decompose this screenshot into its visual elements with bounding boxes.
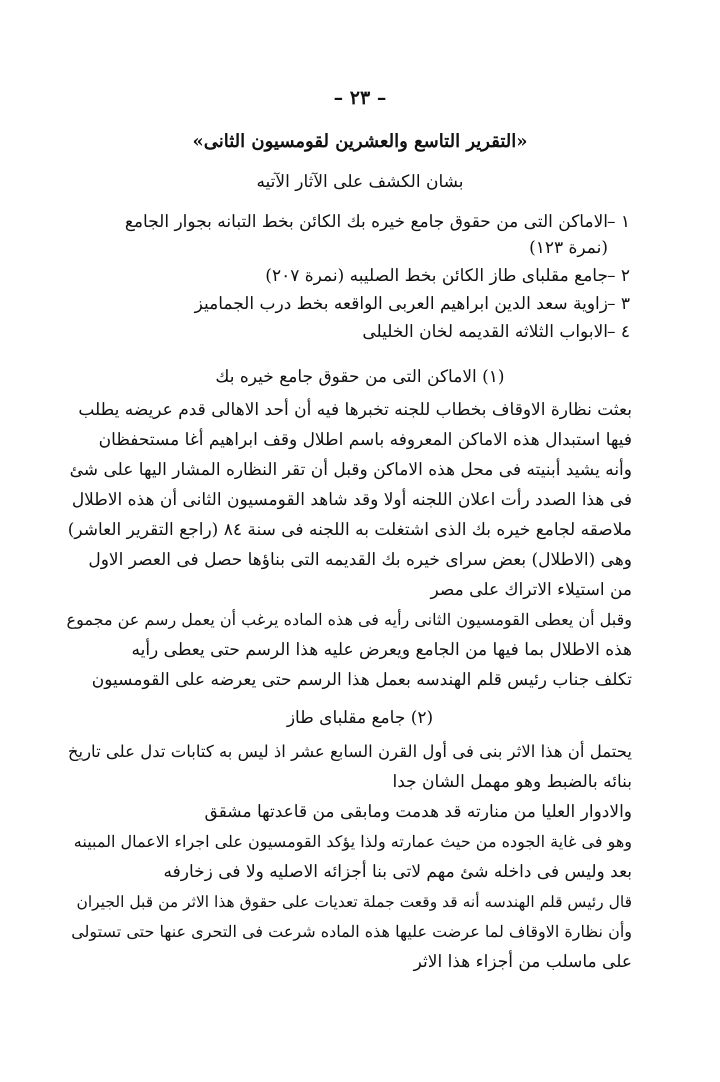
paragraph-line: والادوار العليا من منارته قد هدمت ومابقى من قاعدتها مشقق [204, 802, 632, 822]
paragraph-line: وهو فى غاية الجوده من حيث عمارته ولذا يؤكد القومسيون على اجراء الاعمال المبينه [73, 832, 632, 851]
toc-item-text: جامع مقلباى طاز الكائن بخط الصليبه (نمرة ٢٠٧) [265, 266, 608, 286]
toc-item [124, 210, 630, 234]
paragraph-line: بعد وليس فى داخله شئ مهم لاتى بنا أجزائه الاصليه ولا فى زخارفه [163, 862, 632, 882]
paragraph-line: هذه الاطلال بما فيها من الجامع ويعرض عليه هذا الرسم حتى يعطى رأيه [131, 640, 632, 660]
toc-item-number: ٤ – [606, 322, 630, 342]
paragraph-line: بعثت نظارة الاوقاف بخطاب للجنه تخبرها فيه أن أحد الاهالى قدم عريضه يطلب [78, 400, 632, 420]
toc-item-text: الاماكن التى من حقوق جامع خيره بك الكائن بخط التبانه بجوار الجامع [124, 212, 608, 232]
paragraph-line: فيها استبدال هذه الاماكن المعروفه باسم اطلال وقف ابراهيم أغا مستحفظان [98, 430, 632, 450]
toc-item-number: ٢ – [606, 266, 630, 286]
paragraph-line: وأن نظارة الاوقاف لما عرضت عليها هذه الماده شرعت فى التحرى عنها حتى تستولى [71, 922, 632, 941]
paragraph-line: وأنه يشيد أبنيته فى محل هذه الاماكن وقبل أن تقر النظاره المشار اليها على شئ [69, 460, 632, 480]
paragraph-line: وقبل أن يعطى القومسيون الثانى رأيه فى هذه الماده يرغب أن يعمل رسم عن مجموع [66, 610, 632, 629]
toc-item-text: زاوية سعد الدين ابراهيم العربى الواقعه بخط درب الجماميز [194, 294, 608, 314]
paragraph-line: قال رئيس قلم الهندسه أنه قد وقعت جملة تعديات على حقوق هذا الاثر من قبل الجيران [76, 893, 632, 911]
paragraph-line: فى هذا الصدد رأت اعلان اللجنه أولا وقد شاهد القومسيون الثانى أن هذه الاطلال [71, 490, 632, 510]
toc-item-number: ٣ – [606, 294, 630, 314]
toc-item [265, 264, 630, 288]
paragraph-line: يحتمل أن هذا الاثر بنى فى أول القرن السابع عشر اذ ليس به كتابات تدل على تاريخ [67, 742, 632, 761]
paragraph-line: وهى (الاطلال) بعض سراى خيره بك القديمه التى بناؤها حصل فى العصر الاول [88, 550, 632, 570]
paragraph-line: تكلف جناب رئيس قلم الهندسه بعمل هذا الرسم حتى يعرضه على القومسيون [91, 670, 632, 690]
paragraph-line: ملاصقه لجامع خيره بك الذى اشتغلت به اللجنه فى سنة ٨٤ (راجع التقرير العاشر) [67, 520, 632, 540]
toc-item [362, 320, 630, 344]
section-heading: (٢) جامع مقلباى طاز [286, 708, 434, 728]
section-heading: (١) الاماكن التى من حقوق جامع خيره بك [215, 367, 505, 387]
paragraph-line: على ماسلب من أجزاء هذا الاثر [413, 952, 632, 972]
toc-item [194, 292, 630, 316]
page-number: – ٢٣ – [333, 87, 387, 109]
toc-item-text: الابواب الثلاثه القديمه لخان الخليلى [362, 322, 608, 342]
toc-item-text: (نمرة ١٢٣) [529, 238, 608, 258]
paragraph-line: من استيلاء الاتراك على مصر [430, 580, 632, 600]
toc-item-number: ١ – [606, 212, 630, 232]
report-subtitle: بشان الكشف على الآثار الآتيه [256, 172, 464, 192]
toc-item [529, 236, 608, 260]
report-title: «التقرير التاسع والعشرين لقومسيون الثانى» [192, 131, 528, 152]
paragraph-line: بنائه بالضبط وهو مهمل الشان جدا [392, 772, 632, 792]
